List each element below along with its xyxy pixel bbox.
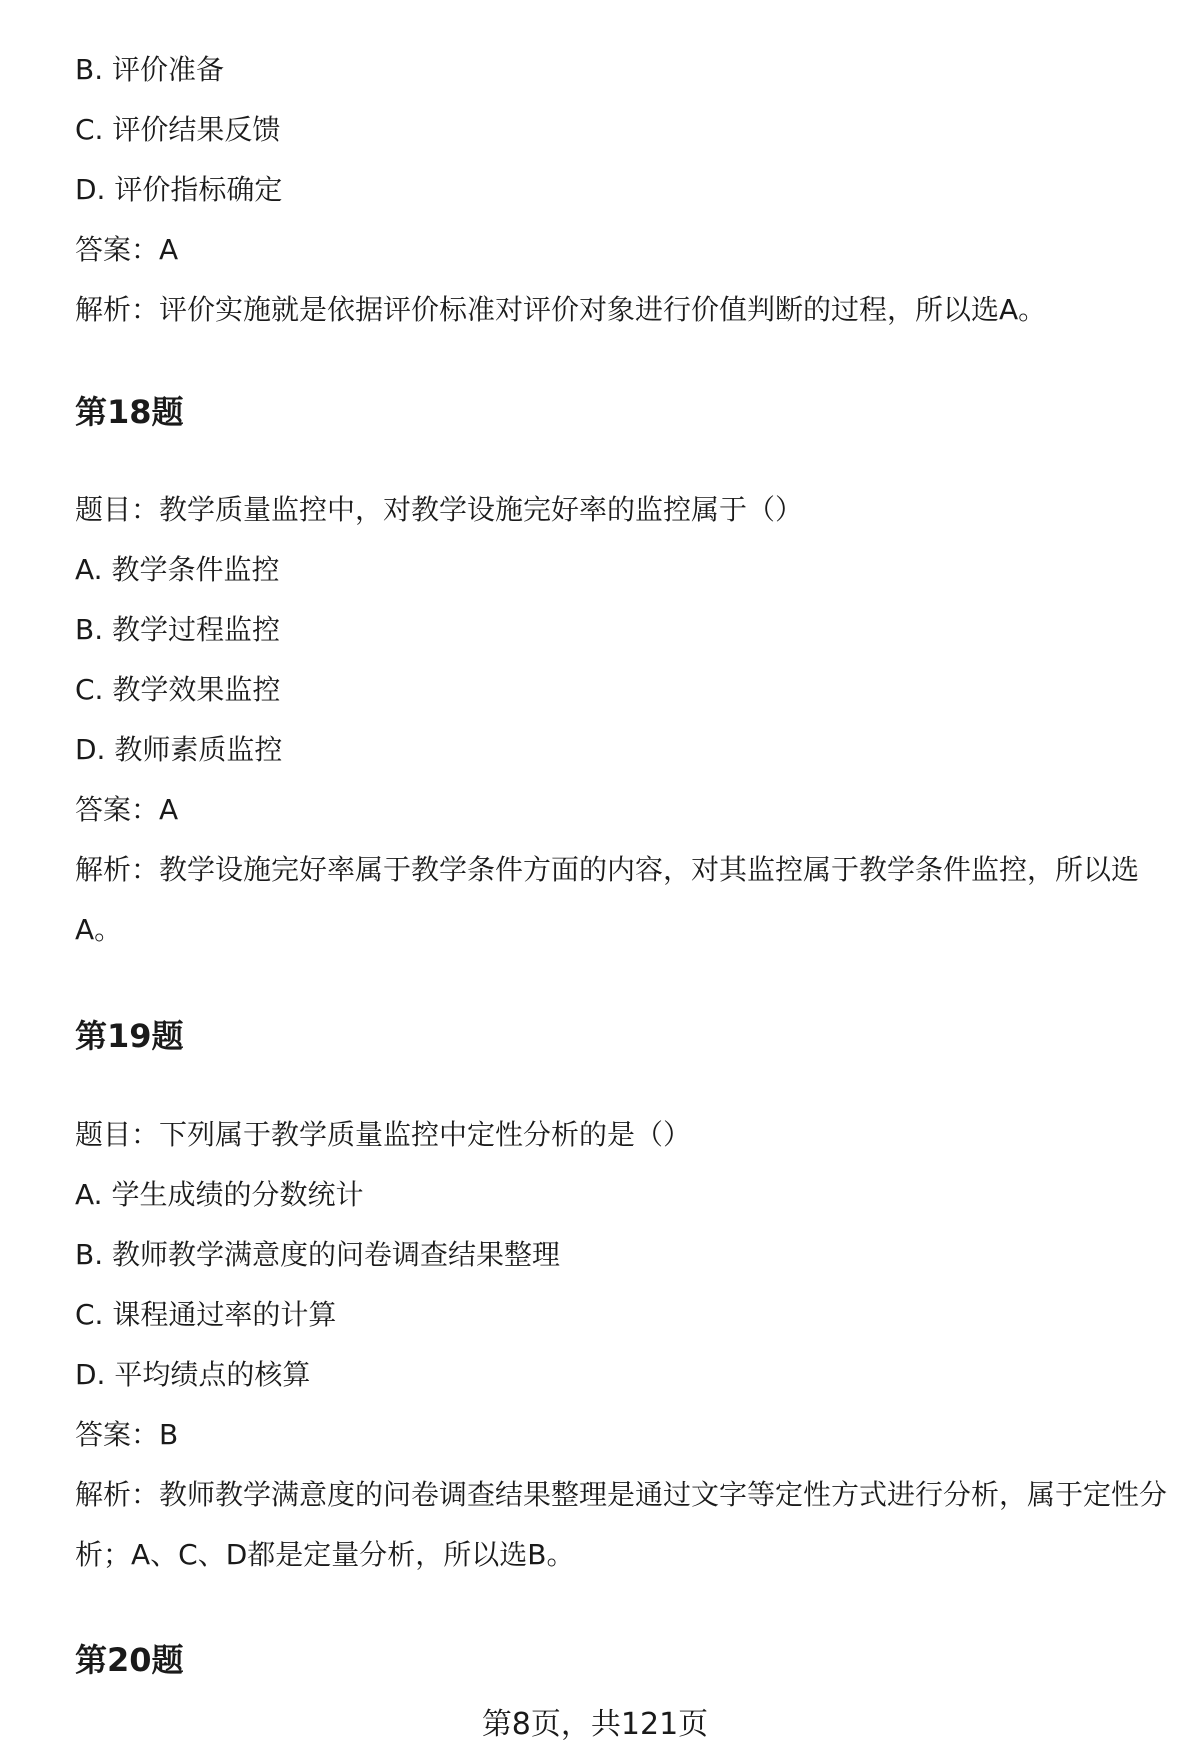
- page-number: 第8页，共121页: [481, 1707, 709, 1742]
- q18-option-b: B. 教学过程监控: [75, 613, 281, 646]
- q19-option-b: B. 教师教学满意度的问卷调查结果整理: [75, 1238, 561, 1271]
- q17-option-d: D. 评价指标确定: [75, 173, 283, 206]
- q19-answer: 答案：B: [75, 1418, 179, 1451]
- q18-option-a: A. 教学条件监控: [75, 553, 280, 586]
- q17-option-b: B. 评价准备: [75, 53, 225, 86]
- q18-option-d: D. 教师素质监控: [75, 733, 283, 766]
- q18-heading: 第18题: [75, 393, 184, 431]
- q19-option-a: A. 学生成绩的分数统计: [75, 1178, 364, 1211]
- q18-option-c: C. 教学效果监控: [75, 673, 281, 706]
- q20-heading: 第20题: [75, 1641, 184, 1679]
- q18-analysis: 解析：教学设施完好率属于教学条件方面的内容，对其监控属于教学条件监控，所以选A。: [75, 853, 1140, 946]
- q19-option-c: C. 课程通过率的计算: [75, 1298, 337, 1331]
- q19-question: 题目：下列属于教学质量监控中定性分析的是（）: [75, 1118, 692, 1151]
- q19-analysis: 解析：教师教学满意度的问卷调查结果整理是通过文字等定性方式进行分析，属于定性分析；A、C、D都是定量分析，所以选B。: [75, 1478, 1168, 1571]
- q18-answer: 答案：A: [75, 793, 179, 826]
- q17-answer: 答案：A: [75, 233, 179, 266]
- q17-analysis: 解析：评价实施就是依据评价标准对评价对象进行价值判断的过程，所以选A。: [75, 293, 1047, 326]
- q19-option-d: D. 平均绩点的核算: [75, 1358, 311, 1391]
- q18-question: 题目：教学质量监控中，对教学设施完好率的监控属于（）: [75, 493, 804, 526]
- q17-option-c: C. 评价结果反馈: [75, 113, 281, 146]
- q19-heading: 第19题: [75, 1017, 184, 1055]
